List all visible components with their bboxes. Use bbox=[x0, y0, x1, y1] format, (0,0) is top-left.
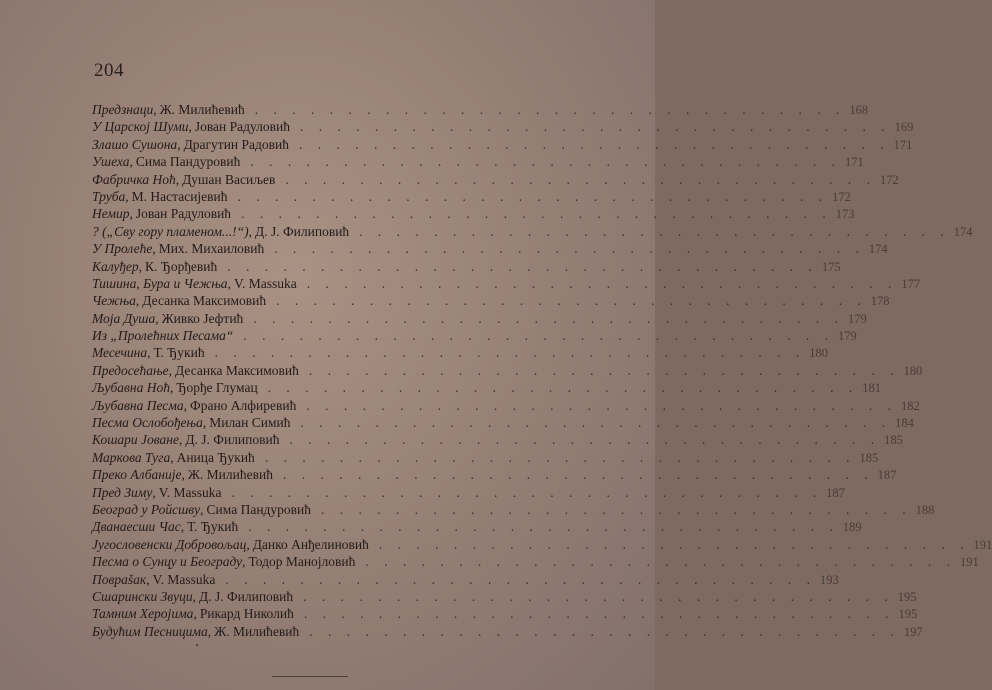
toc-entry-title: Маркова Туга bbox=[92, 449, 171, 465]
toc-entry-page: 177 bbox=[901, 276, 921, 291]
toc-entry-separator: , bbox=[248, 223, 253, 239]
toc-entry-leader: . . . . . . . . . . . . . . . . . . . . . . . . . . . . . . . . bbox=[303, 606, 895, 622]
toc-entry-separator: , bbox=[152, 241, 156, 257]
toc-entry-page: 182 bbox=[900, 398, 920, 413]
toc-entry-title: Ушеха bbox=[92, 154, 130, 170]
toc-entry-leader: . . . . . . . . . . . . . . . . . . . . . . . . . . . . . . . . bbox=[309, 623, 900, 639]
toc-entry-leader: . . . . . . . . . . . . . . . . . . . . . . . . . . . . . . . . bbox=[365, 554, 957, 570]
toc-entry-page: 168 bbox=[849, 103, 869, 117]
toc-entry bbox=[92, 223, 973, 240]
toc-entry-separator: , bbox=[138, 258, 142, 274]
toc-entry-page: 189 bbox=[842, 520, 862, 535]
toc-entry-page: 174 bbox=[868, 242, 888, 257]
toc-entry-title: Љубавна Песма bbox=[92, 397, 184, 413]
toc-entry-page: 179 bbox=[847, 311, 867, 326]
toc-entry-author: Милан Симић bbox=[209, 415, 291, 431]
toc-entry-leader: . . . . . . . . . . . . . . . . . . . . . . . . . . . . . . . . bbox=[276, 293, 867, 309]
toc-entry bbox=[92, 571, 839, 588]
toc-entry-author: V. Massuka bbox=[152, 571, 216, 587]
toc-entry-title: Дванаесши Час bbox=[92, 519, 181, 535]
toc-entry-author: Живко Јефтић bbox=[161, 310, 244, 326]
toc-entry-leader: . . . . . . . . . . . . . . . . . . . . . . . . . . . . . . . . bbox=[300, 119, 891, 135]
toc-entry-page: 172 bbox=[880, 172, 899, 187]
toc-entry-title: Песма о Сунцу и Београду bbox=[92, 554, 243, 570]
toc-entry-title: Преко Албаније bbox=[92, 467, 182, 483]
toc-entry-title: Чежња bbox=[92, 293, 136, 309]
toc-entry-separator: , bbox=[152, 484, 156, 500]
toc-entry-separator: , bbox=[178, 432, 183, 448]
toc-entry bbox=[92, 327, 857, 344]
toc-entry-leader: . . . . . . . . . . . . . . . . . . . . . . . . . . . . . . . . bbox=[303, 588, 894, 604]
toc-entry-leader: . . . . . . . . . . . . . . . . . . . . . . . . . . . . . . . . bbox=[306, 275, 898, 291]
toc-entry bbox=[92, 536, 992, 553]
toc-entry-leader: . . . . . . . . . . . . . . . . . . . . . . . . . . . . . . . . bbox=[299, 136, 890, 152]
toc-entry-leader: . . . . . . . . . . . . . . . . . . . . . . . . . . . . . . . . bbox=[248, 519, 839, 535]
toc-entry-title: Песма Ослобођења bbox=[92, 415, 203, 431]
toc-entry bbox=[92, 275, 921, 292]
toc-entry-separator: , bbox=[146, 571, 150, 587]
toc-entry-title: Љубавна Ноћ bbox=[92, 380, 170, 396]
toc-entry-title: Из „Пролећних Песама“ bbox=[92, 328, 234, 344]
toc-entry-title: Сшарински Звуци bbox=[92, 588, 193, 604]
toc-entry-author: М. Настасијевић bbox=[131, 188, 228, 204]
toc-entry-leader: . . . . . . . . . . . . . . . . . . . . . . . . . . . . . . . . bbox=[250, 154, 841, 170]
toc-entry-page: 184 bbox=[895, 416, 914, 431]
toc-entry-author: Ж. Милићевић bbox=[187, 467, 273, 483]
toc-entry-separator: , bbox=[193, 606, 197, 622]
toc-entry-separator: , bbox=[242, 554, 246, 570]
toc-entry-author: Тодор Манојловић bbox=[248, 554, 356, 570]
toc-entry-title: Београд у Ройсшву bbox=[92, 501, 201, 517]
table-of-contents bbox=[92, 101, 992, 640]
toc-entry-separator: , bbox=[181, 467, 185, 483]
toc-entry-page: 195 bbox=[897, 589, 917, 604]
toc-entry-page: 181 bbox=[862, 381, 882, 396]
toc-entry-title: Месечина bbox=[92, 345, 148, 361]
toc-entry-page: 191 bbox=[973, 537, 992, 552]
toc-entry-page: 193 bbox=[819, 572, 839, 587]
toc-entry bbox=[92, 501, 935, 518]
toc-entry-author: Драгутин Радовић bbox=[183, 136, 289, 152]
toc-entry-author: Десанка Максимовић bbox=[142, 293, 267, 309]
toc-entry-title: Моја Душа bbox=[92, 310, 156, 326]
toc-entry-title: Фабричка Ноћ bbox=[92, 171, 176, 187]
toc-entry-leader: . . . . . . . . . . . . . . . . . . . . . . . . . . . . . . . . bbox=[306, 397, 897, 413]
toc-entry-separator: , bbox=[153, 102, 157, 117]
toc-entry-separator: , bbox=[170, 449, 174, 465]
toc-entry bbox=[92, 153, 864, 170]
toc-entry-page: 185 bbox=[884, 433, 903, 448]
toc-entry-author: К. Ђорђевић bbox=[145, 258, 218, 274]
toc-entry bbox=[92, 101, 869, 118]
toc-entry-author: Франо Алфиревић bbox=[190, 397, 297, 413]
toc-entry-page: 180 bbox=[903, 363, 923, 378]
toc-entry-author: Д. J. Филиповић bbox=[255, 223, 350, 239]
toc-entry-author: Т. Ђукић bbox=[153, 345, 205, 361]
toc-entry-page: 188 bbox=[915, 502, 935, 517]
toc-entry-leader: . . . . . . . . . . . . . . . . . . . . . . . . . . . . . . . . bbox=[289, 432, 881, 448]
toc-entry-leader: . . . . . . . . . . . . . . . . . . . . . . . . . . . . . . . . bbox=[300, 415, 892, 431]
toc-entry bbox=[92, 136, 913, 153]
toc-entry-author: Рикард Николић bbox=[199, 606, 294, 622]
toc-entry bbox=[92, 553, 979, 570]
toc-entry-author: V. Massuka bbox=[233, 275, 297, 291]
toc-entry-leader: . . . . . . . . . . . . . . . . . . . . . . . . . . . . . . . . bbox=[225, 571, 816, 587]
toc-entry-title: Калуђер bbox=[92, 258, 139, 274]
toc-entry-leader: . . . . . . . . . . . . . . . . . . . . . . . . . . . . . . . . bbox=[274, 241, 865, 257]
toc-entry bbox=[92, 310, 867, 327]
toc-entry-page: 169 bbox=[894, 120, 914, 135]
toc-entry-leader: . . . . . . . . . . . . . . . . . . . . . . . . . . . . . . . . bbox=[231, 484, 823, 500]
toc-entry bbox=[92, 118, 914, 135]
toc-entry-leader: . . . . . . . . . . . . . . . . . . . . . . . . . . . . . . . . bbox=[254, 102, 846, 117]
toc-entry-title: Тамним Херојима bbox=[92, 606, 194, 622]
toc-entry-separator: , bbox=[192, 588, 196, 604]
toc-entry-title: Предзнаци bbox=[92, 102, 154, 117]
toc-entry-author: Мих. Михаиловић bbox=[158, 241, 265, 257]
toc-entry-separator: , bbox=[202, 415, 207, 431]
toc-entry-author: Сима Пандуровић bbox=[206, 501, 312, 517]
toc-entry-author: V. Massuka bbox=[158, 484, 222, 500]
toc-entry-leader: . . . . . . . . . . . . . . . . . . . . . . . . . . . . . . . . bbox=[267, 380, 859, 396]
toc-entry-author: Јован Радуловић bbox=[194, 119, 291, 135]
toc-entry bbox=[92, 518, 862, 535]
ink-speck bbox=[196, 644, 198, 646]
toc-entry-page: 172 bbox=[832, 189, 851, 204]
toc-entry-author: Д. Ј. Филиповић bbox=[185, 432, 280, 448]
toc-entry-author: Душан Васиљев bbox=[182, 171, 276, 187]
toc-entry bbox=[92, 414, 914, 431]
toc-entry-page: 174 bbox=[953, 224, 973, 239]
toc-entry bbox=[92, 362, 923, 379]
footer-rule bbox=[272, 676, 348, 677]
toc-entry-leader: . . . . . . . . . . . . . . . . . . . . . . . . . . . . . . . . bbox=[308, 362, 900, 378]
toc-entry-page: 178 bbox=[870, 294, 890, 309]
toc-entry bbox=[92, 292, 890, 309]
toc-entry bbox=[92, 484, 845, 501]
toc-entry-leader: . . . . . . . . . . . . . . . . . . . . . . . . . . . . . . . . bbox=[241, 206, 832, 222]
toc-entry-page: 185 bbox=[859, 450, 879, 465]
toc-entry-page: 195 bbox=[898, 607, 918, 622]
toc-entry bbox=[92, 623, 923, 640]
toc-entry bbox=[92, 258, 841, 275]
toc-entry-title: Повраšак bbox=[92, 571, 147, 587]
toc-entry bbox=[92, 397, 920, 414]
toc-entry-author: Ж. Милићевић bbox=[214, 623, 300, 639]
toc-entry-author: Ж. Милићевић bbox=[159, 102, 245, 117]
toc-entry-title: У Царској Шуми bbox=[92, 119, 189, 135]
toc-entry-page: 179 bbox=[838, 329, 857, 344]
toc-entry bbox=[92, 431, 903, 448]
toc-entry-separator: , bbox=[246, 536, 250, 552]
toc-entry bbox=[92, 240, 888, 257]
toc-entry-page: 171 bbox=[893, 137, 913, 152]
toc-entry-title: Немир bbox=[92, 206, 130, 222]
toc-entry-title: Будућим Песницима bbox=[92, 623, 208, 639]
toc-entry-leader: . . . . . . . . . . . . . . . . . . . . . . . . . . . . . . . . bbox=[253, 310, 844, 326]
toc-entry bbox=[92, 588, 917, 605]
toc-entry-leader: . . . . . . . . . . . . . . . . . . . . . . . . . . . . . . . . bbox=[243, 328, 835, 344]
toc-entry-leader: . . . . . . . . . . . . . . . . . . . . . . . . . . . . . . . . bbox=[282, 467, 874, 483]
toc-entry-leader: . . . . . . . . . . . . . . . . . . . . . . . . . . . . . . . . bbox=[214, 345, 806, 361]
toc-entry-separator: , bbox=[180, 519, 185, 535]
toc-entry-leader: . . . . . . . . . . . . . . . . . . . . . . . . . . . . . . . . bbox=[321, 501, 912, 517]
toc-entry-title: Пред Зиму bbox=[92, 484, 153, 500]
toc-entry-author: Десанка Максимовић bbox=[175, 362, 299, 378]
toc-entry-leader: . . . . . . . . . . . . . . . . . . . . . . . . . . . . . . . . bbox=[285, 171, 877, 187]
page-number: 204 bbox=[94, 60, 124, 81]
toc-entry-separator: , bbox=[207, 623, 212, 639]
toc-entry-separator: , bbox=[177, 136, 181, 152]
toc-entry-separator: , bbox=[188, 119, 192, 135]
toc-entry-separator: , bbox=[169, 380, 174, 396]
toc-entry-page: 197 bbox=[903, 624, 923, 639]
toc-entry-author: Ђорђе Глумац bbox=[176, 380, 258, 396]
toc-entry bbox=[92, 449, 879, 466]
toc-entry bbox=[92, 171, 899, 188]
toc-entry-separator: , bbox=[147, 345, 151, 361]
toc-entry-author: Д. Ј. Филиповић bbox=[199, 588, 294, 604]
toc-entry bbox=[92, 466, 897, 483]
toc-entry-page: 171 bbox=[844, 155, 864, 170]
toc-entry-leader: . . . . . . . . . . . . . . . . . . . . . . . . . . . . . . . . bbox=[264, 449, 856, 465]
toc-entry-author: Данко Анђелиновић bbox=[252, 536, 369, 552]
toc-entry-title: У Пролеће bbox=[92, 241, 153, 257]
toc-entry-separator: , bbox=[129, 206, 133, 222]
toc-entry-author: Аница Ђукић bbox=[176, 449, 255, 465]
toc-entry-title: Тишина, Бура и Чежња bbox=[92, 275, 228, 291]
toc-entry bbox=[92, 188, 851, 205]
toc-entry-leader: . . . . . . . . . . . . . . . . . . . . . . . . . . . . . . . . bbox=[359, 223, 950, 239]
toc-entry-separator: , bbox=[227, 275, 231, 291]
toc-entry-author: Т. Ђукић bbox=[187, 519, 239, 535]
toc-entry-author: Сима Пандуровић bbox=[135, 154, 241, 170]
toc-entry-title: Злашо Сушона bbox=[92, 136, 178, 152]
toc-entry-separator: , bbox=[135, 293, 140, 309]
toc-entry-separator: , bbox=[175, 171, 180, 187]
toc-entry-leader: . . . . . . . . . . . . . . . . . . . . . . . . . . . . . . . . bbox=[227, 258, 818, 274]
toc-entry-separator: , bbox=[200, 501, 204, 517]
toc-entry-leader: . . . . . . . . . . . . . . . . . . . . . . . . . . . . . . . . bbox=[237, 188, 829, 204]
toc-entry-author: Јован Радуловић bbox=[135, 206, 232, 222]
toc-entry-title: Труба bbox=[92, 188, 126, 204]
toc-entry-separator: , bbox=[125, 188, 129, 204]
toc-entry-page: 175 bbox=[821, 259, 841, 274]
toc-entry-page: 191 bbox=[960, 555, 979, 570]
toc-entry-title: Кошари Јоване bbox=[92, 432, 179, 448]
toc-entry-leader: . . . . . . . . . . . . . . . . . . . . . . . . . . . . . . . . bbox=[378, 536, 970, 552]
toc-entry-title: ? („Сву гору пламеном...!“) bbox=[92, 223, 249, 239]
toc-entry bbox=[92, 205, 855, 222]
toc-entry-separator: , bbox=[155, 310, 159, 326]
toc-entry bbox=[92, 605, 918, 622]
toc-entry-separator: , bbox=[168, 362, 173, 378]
toc-entry-title: Југословенски Добровољац bbox=[92, 536, 247, 552]
toc-entry-separator: , bbox=[129, 154, 133, 170]
toc-entry bbox=[92, 379, 882, 396]
toc-entry-title: Предосећање bbox=[92, 362, 169, 378]
toc-entry-page: 173 bbox=[835, 207, 855, 222]
toc-entry-separator: , bbox=[183, 397, 188, 413]
toc-entry bbox=[92, 344, 828, 361]
toc-entry-page: 187 bbox=[877, 468, 897, 483]
toc-entry-page: 180 bbox=[809, 346, 828, 361]
toc-entry-page: 187 bbox=[826, 485, 845, 500]
